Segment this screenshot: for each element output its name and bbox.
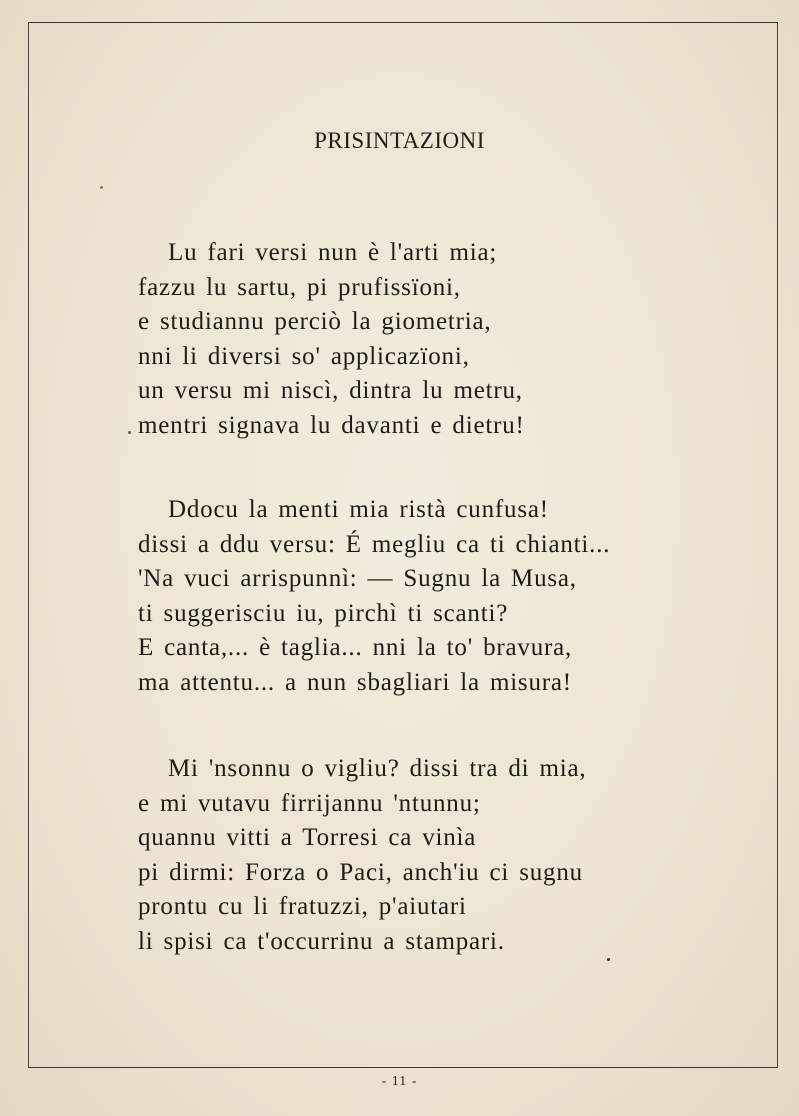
poem-line: ma attentu... a nun sbagliari la misura! [138, 668, 572, 696]
poem-line: e mi vutavu firrijannu 'ntunnu; [138, 789, 481, 817]
poem-line: e studiannu perciò la giometria, [138, 308, 492, 335]
poem-line: pi dirmi: Forza o Paci, anch'iu ci sugnu [138, 858, 583, 886]
stanza-1 [138, 236, 718, 443]
paper-speck [607, 958, 610, 961]
poem-line: li spisi ca t'occurrinu a stampari. [138, 927, 505, 955]
poem-line: quannu vitti a Torresi ca vinìa [138, 824, 477, 851]
poem-line: nni li diversi so' applicazïoni, [138, 342, 470, 370]
poem-line: Ddocu la menti mia ristà cunfusa! [168, 496, 549, 523]
poem-line: 'Na vuci arrispunnì: — Sugnu la Musa, [138, 565, 577, 592]
stanza-3 [138, 752, 718, 959]
poem-line: un versu mi niscì, dintra lu metru, [138, 377, 523, 404]
paper-speck [100, 186, 103, 189]
poem-title: PRISINTAZIONI [314, 128, 485, 153]
poem-line: ti suggerisciu iu, pirchì ti scanti? [138, 599, 509, 627]
poem-line: dissi a ddu versu: É megliu ca ti chianti... [138, 530, 611, 558]
poem-line: prontu cu li fratuzzi, p'aiutari [138, 893, 467, 920]
paper-speck [128, 431, 131, 434]
stanza-2 [138, 493, 718, 700]
poem-line: mentri signava lu davanti e dietru! [138, 411, 525, 439]
poem-line: E canta,... è taglia... nni la to' bravura, [138, 634, 573, 661]
poem-line: Mi 'nsonnu o vigliu? dissi tra di mia, [168, 755, 587, 782]
page-number: - 11 - [381, 1074, 418, 1089]
poem-line: Lu fari versi nun è l'arti mia; [168, 239, 498, 266]
poem-line: fazzu lu sartu, pi prufissïoni, [138, 273, 461, 301]
